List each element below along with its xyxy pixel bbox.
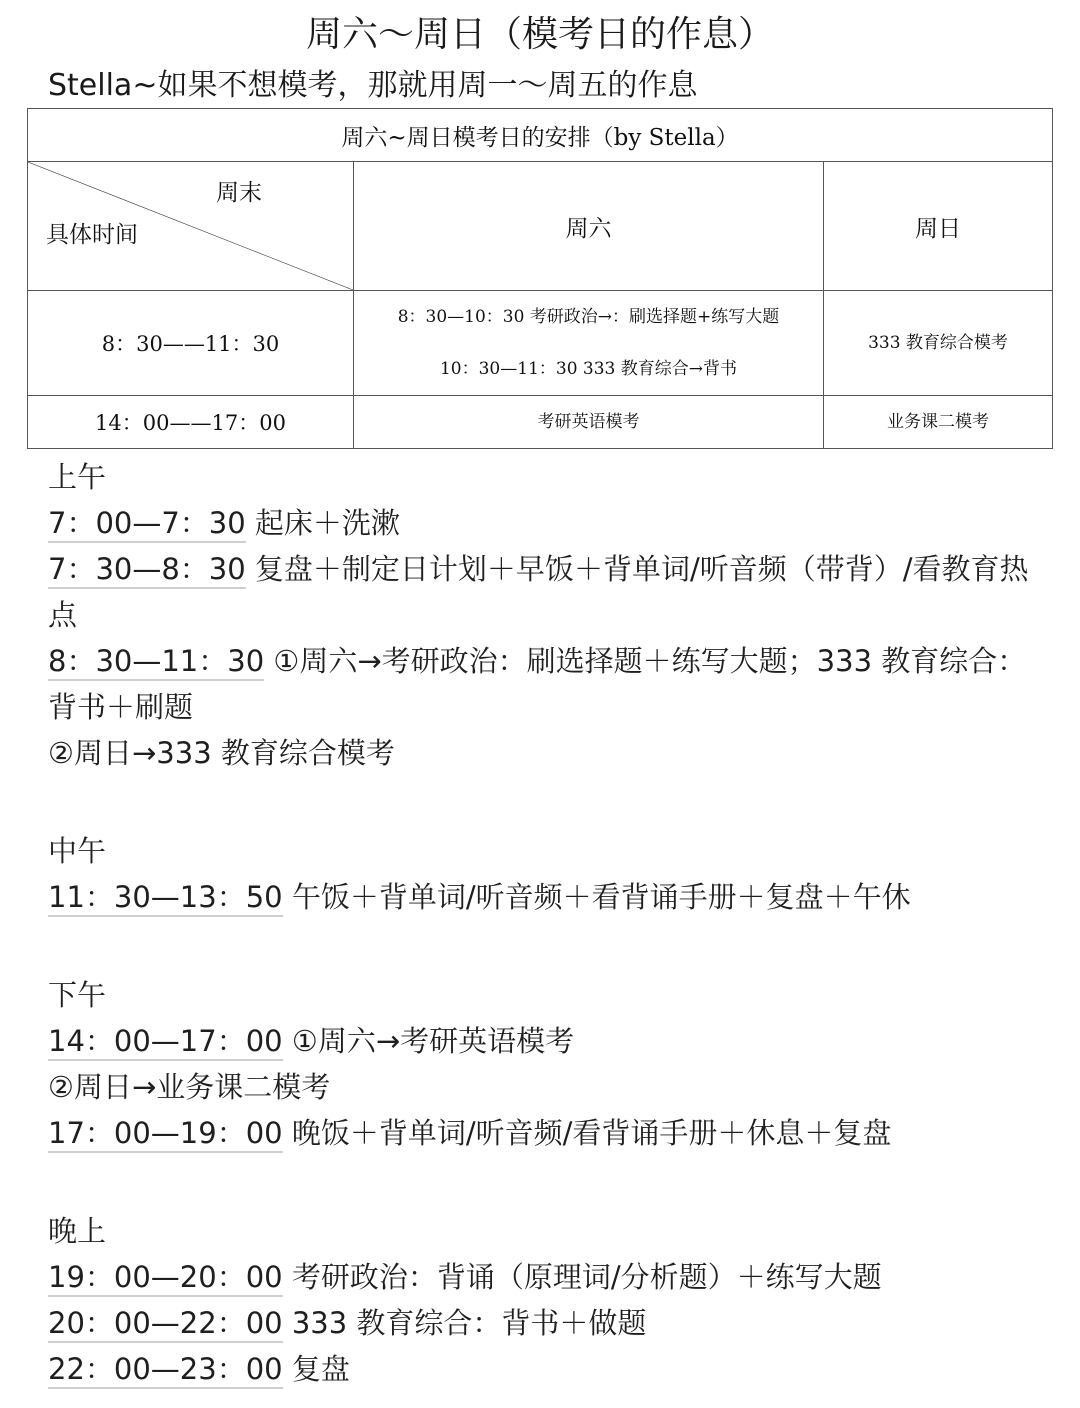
schedule-activity: ①周六→考研英语模考 bbox=[282, 1024, 575, 1058]
corner-header-cell bbox=[28, 162, 354, 291]
corner-label-weekend: 周末 bbox=[216, 180, 262, 206]
column-header-saturday: 周六 bbox=[354, 162, 824, 291]
schedule-activity: 复盘＋制定日计划＋早饭＋背单词/听音频（带背）/看教育热点 bbox=[48, 552, 1029, 632]
schedule-time: 7：30—8：30 bbox=[48, 552, 246, 589]
section-heading-noon: 中午 bbox=[48, 834, 107, 868]
schedule-item bbox=[48, 500, 1038, 546]
schedule-item bbox=[48, 1018, 1038, 1064]
schedule-activity: 333 教育综合：背书＋做题 bbox=[282, 1306, 647, 1340]
schedule-extra: ②周日→业务课二模考 bbox=[48, 1070, 331, 1104]
schedule-extra: ②周日→333 教育综合模考 bbox=[48, 736, 395, 770]
schedule-time: 11：30—13：50 bbox=[48, 880, 283, 917]
column-header-sunday: 周日 bbox=[824, 162, 1053, 291]
saturday-morning-line1: 8：30—10：30 考研政治→：刷选择题+练写大题 bbox=[397, 307, 780, 327]
schedule-activity: 复盘 bbox=[282, 1352, 350, 1386]
section-heading-afternoon: 下午 bbox=[48, 978, 107, 1012]
schedule-activity: ①周六→考研政治：刷选择题＋练写大题；333 教育综合：背书＋刷题 bbox=[48, 644, 1027, 724]
page-title: 周六～周日（模考日的作息） bbox=[305, 14, 774, 55]
section-heading-morning: 上午 bbox=[48, 460, 107, 494]
schedule-time: 19：00—20：00 bbox=[48, 1260, 283, 1297]
schedule-item bbox=[48, 546, 1038, 638]
cell-saturday-afternoon: 考研英语模考 bbox=[354, 396, 824, 449]
schedule-time: 7：00—7：30 bbox=[48, 506, 246, 543]
schedule-item bbox=[48, 874, 1038, 920]
schedule-item bbox=[48, 1110, 1038, 1156]
schedule-activity: 午饭＋背单词/听音频＋看背诵手册＋复盘＋午休 bbox=[282, 880, 911, 914]
schedule-time: 22：00—23：00 bbox=[48, 1352, 283, 1389]
schedule-time: 17：00—19：00 bbox=[48, 1116, 283, 1153]
schedule-item bbox=[48, 638, 1038, 730]
schedule-time: 8：30—11：30 bbox=[48, 644, 264, 681]
schedule-time: 14：00—17：00 bbox=[48, 1024, 283, 1061]
cell-saturday-morning bbox=[354, 291, 824, 396]
schedule-item bbox=[48, 1300, 1038, 1346]
cell-sunday-afternoon: 业务课二模考 bbox=[824, 396, 1053, 449]
schedule-text bbox=[48, 454, 1038, 1392]
page-subtitle: Stella~如果不想模考，那就用周一～周五的作息 bbox=[48, 68, 698, 103]
schedule-table bbox=[27, 108, 1053, 449]
saturday-morning-line2: 10：30—11：30 333 教育综合→背书 bbox=[439, 359, 738, 379]
section-heading-evening: 晚上 bbox=[48, 1214, 107, 1248]
schedule-activity: 晚饭＋背单词/听音频/看背诵手册＋休息＋复盘 bbox=[282, 1116, 892, 1150]
row-time-afternoon: 14：00——17：00 bbox=[28, 396, 354, 449]
schedule-item bbox=[48, 1346, 1038, 1392]
schedule-activity: 考研政治：背诵（原理词/分析题）＋练写大题 bbox=[282, 1260, 882, 1294]
cell-sunday-morning: 333 教育综合模考 bbox=[824, 291, 1053, 396]
corner-label-time: 具体时间 bbox=[46, 222, 138, 248]
schedule-activity: 起床＋洗漱 bbox=[245, 506, 400, 540]
schedule-item bbox=[48, 1254, 1038, 1300]
row-time-morning: 8：30——11：30 bbox=[28, 291, 354, 396]
schedule-time: 20：00—22：00 bbox=[48, 1306, 283, 1343]
table-caption: 周六~周日模考日的安排（by Stella） bbox=[28, 109, 1053, 162]
